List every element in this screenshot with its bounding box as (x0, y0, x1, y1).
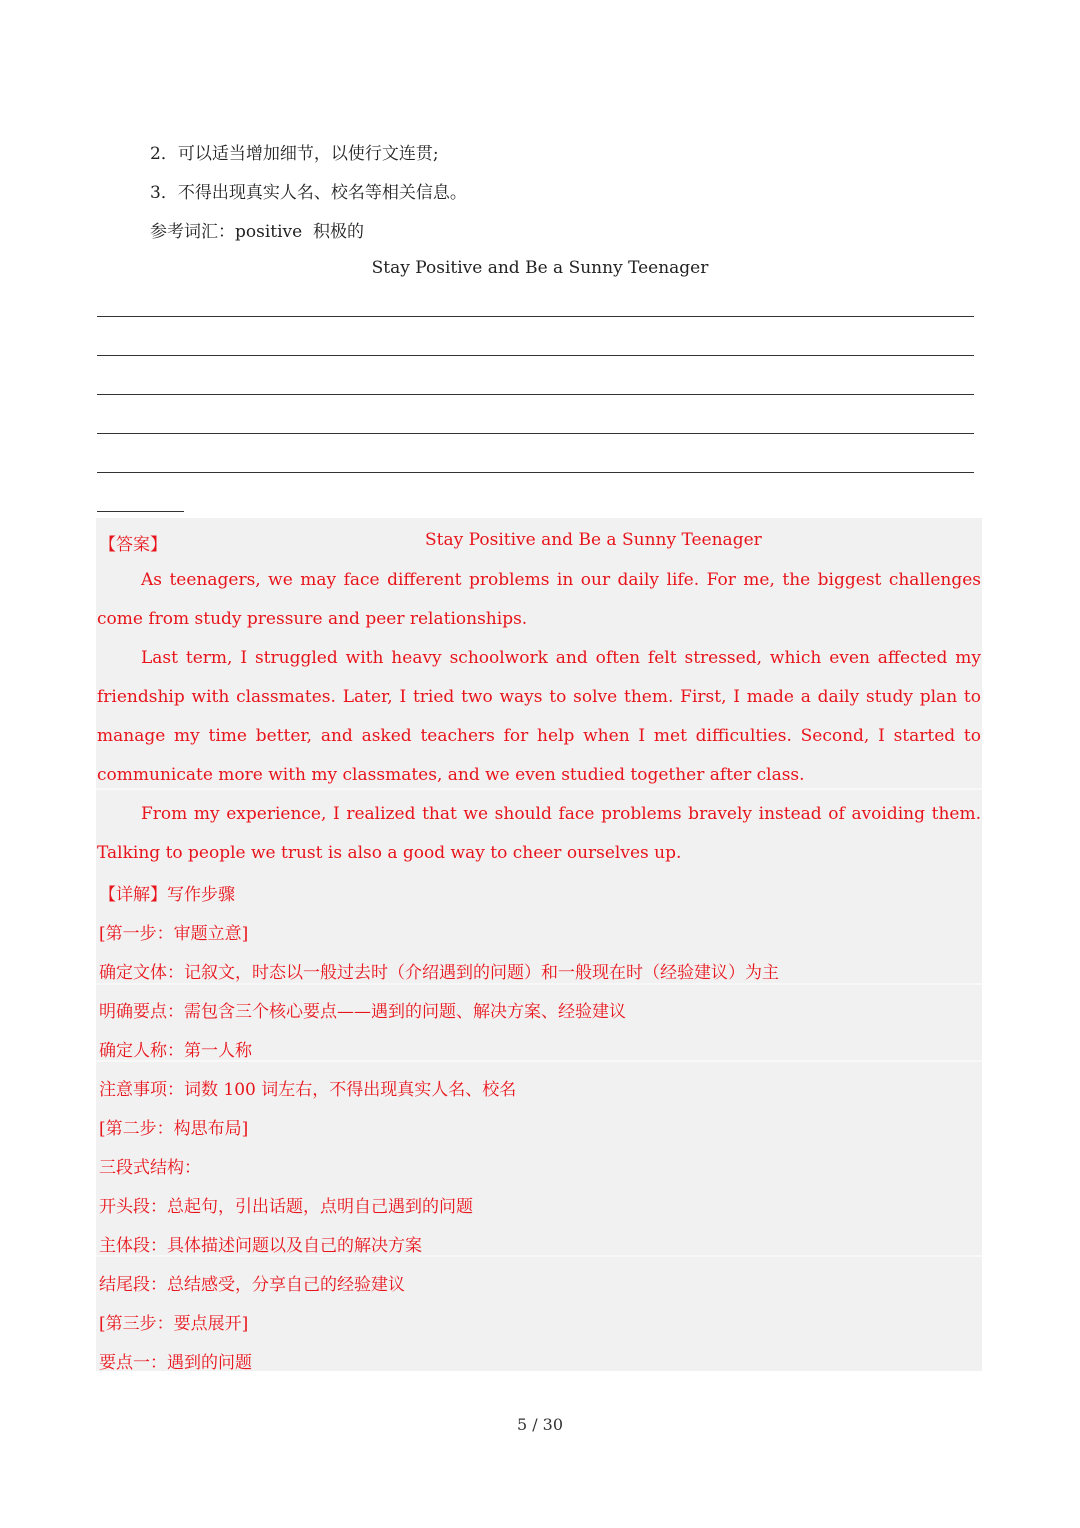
essay-title: Stay Positive and Be a Sunny Teenager (371, 258, 709, 278)
reference-vocabulary: 参考词汇：positive 积极的 (150, 222, 365, 242)
explanation-line: 确定人称：第一人称 (99, 1041, 252, 1061)
answer-label: 【答案】 (99, 535, 167, 555)
answer-paragraph-2 (97, 639, 981, 795)
explanation-line: 三段式结构： (99, 1158, 201, 1178)
page-number: 5 / 30 (516, 1415, 564, 1434)
writing-line (97, 355, 974, 356)
step-three-heading: [第三步：要点展开] (99, 1314, 249, 1334)
writing-line (97, 433, 974, 434)
writing-line (97, 394, 974, 395)
explanation-line: 主体段：具体描述问题以及自己的解决方案 (99, 1236, 422, 1256)
explanation-line: 结尾段：总结感受，分享自己的经验建议 (99, 1275, 405, 1295)
answer-paragraph-1-text: As teenagers, we may face different problems in our daily life. For me, the biggest challenges come from study pressure and peer relationships. (97, 570, 981, 629)
row-divider (96, 983, 982, 985)
step-two-heading: [第二步：构思布局] (99, 1119, 249, 1139)
explanation-line: 明确要点：需包含三个核心要点——遇到的问题、解决方案、经验建议 (99, 1002, 626, 1022)
requirement-item-2: 2．可以适当增加细节，以使行文连贯; (150, 144, 439, 164)
explanation-line: 注意事项：词数 100 词左右，不得出现真实人名、校名 (99, 1080, 517, 1100)
writing-line (97, 472, 974, 473)
answer-paragraph-3-text: From my experience, I realized that we should face problems bravely instead of avoiding them. Talking to people we trust is also a good way to cheer ourselves up. (97, 804, 981, 863)
explanation-line: 确定文体：记叙文，时态以一般过去时（介绍遇到的问题）和一般现在时（经验建议）为主 (99, 963, 779, 983)
explanation-line: 要点一：遇到的问题 (99, 1353, 252, 1373)
writing-line (97, 316, 974, 317)
answer-paragraph-3 (97, 795, 981, 873)
step-one-heading: [第一步：审题立意] (99, 924, 249, 944)
explanation-line: 开头段：总起句，引出话题，点明自己遇到的问题 (99, 1197, 473, 1217)
explanation-heading: 【详解】写作步骤 (99, 885, 235, 905)
answer-paragraph-1 (97, 561, 981, 639)
requirement-item-3: 3．不得出现真实人名、校名等相关信息。 (150, 183, 467, 203)
answer-title: Stay Positive and Be a Sunny Teenager (425, 530, 762, 550)
answer-paragraph-2-text: Last term, I struggled with heavy schoolwork and often felt stressed, which even affected my friendship with classmates. Later, I tried two ways to solve them. First, I made a daily study plan to manage my time better, and asked teachers for help when I met difficulties. Second, I started to communicate more with my classmates, and we even studied together after class. (97, 648, 981, 785)
writing-line-short (97, 511, 184, 512)
